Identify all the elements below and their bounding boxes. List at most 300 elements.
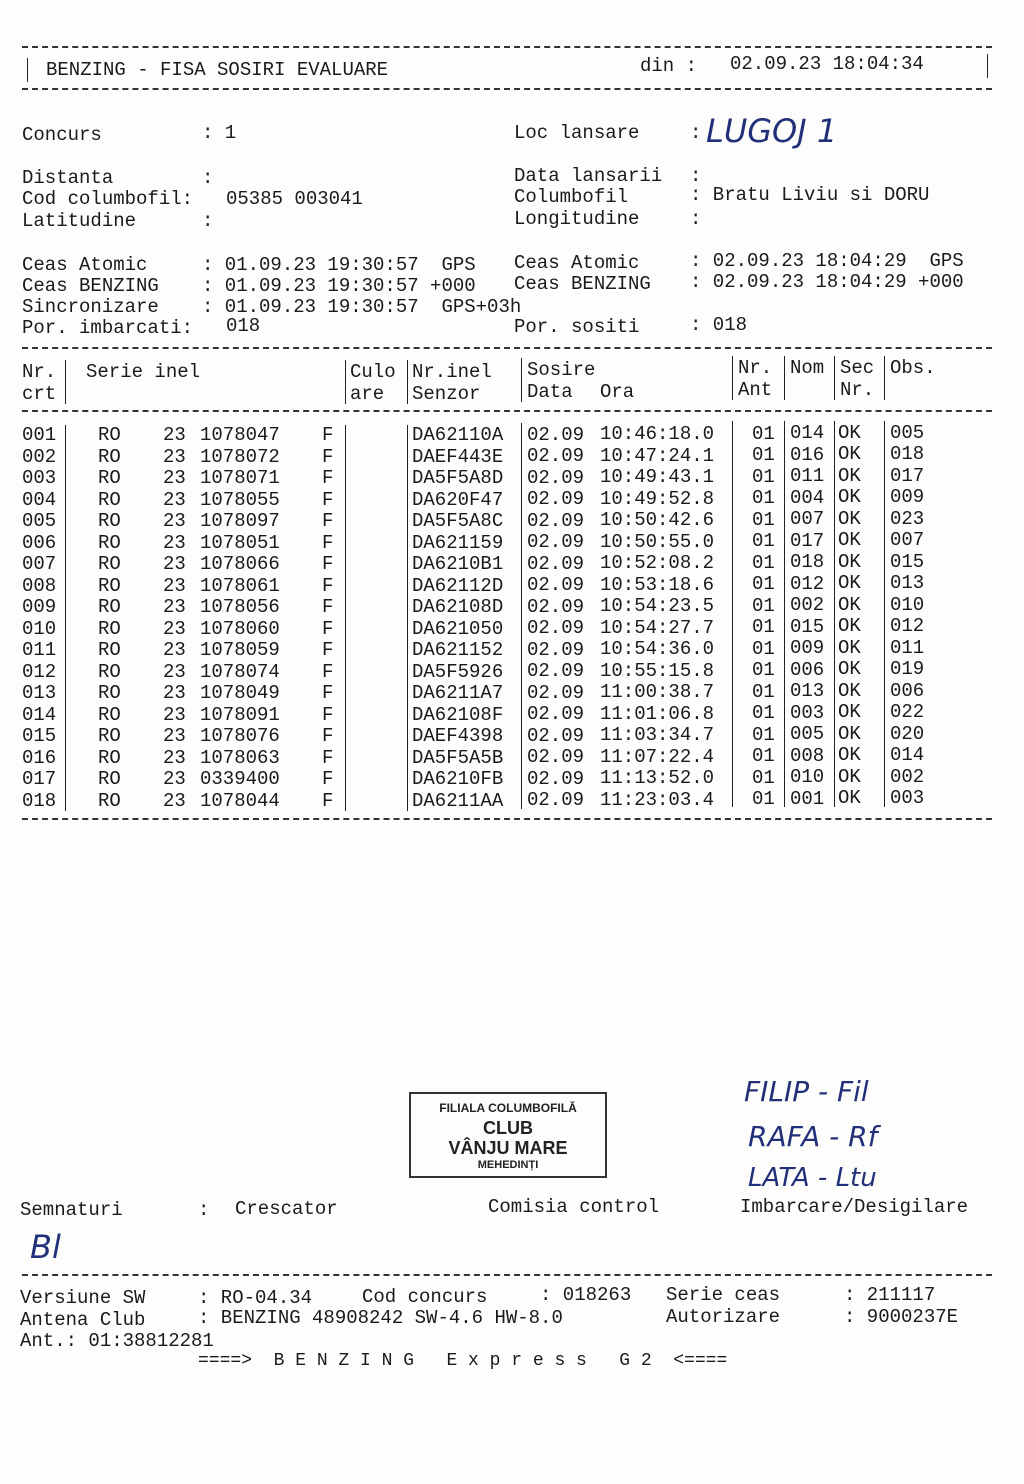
th-culo: Culo — [350, 361, 396, 383]
row-nom-cell: 006 — [790, 658, 825, 681]
row-sensor-cell: DA6211A7 — [412, 682, 504, 704]
th-sep-3 — [407, 360, 408, 404]
benzing-brand-line: ====> B E N Z I N G E x p r e s s G 2 <==== — [198, 1351, 728, 1371]
row-nom-cell: 012 — [790, 572, 825, 595]
table-row — [0, 529, 1024, 555]
th-sep-7 — [834, 356, 835, 400]
ceas-benzing-end-label: Ceas BENZING — [514, 273, 651, 295]
row-obs-cell: 023 — [890, 507, 925, 530]
table-row — [0, 486, 1024, 512]
row-sec-cell: OK — [838, 593, 861, 616]
table-row — [0, 572, 1024, 598]
row-sensor-cell: DA6210FB — [412, 768, 504, 790]
row-sec-cell: OK — [838, 765, 861, 788]
row-country-cell: RO — [98, 660, 121, 683]
th-sec-nr: Nr. — [840, 379, 875, 401]
row-arrival-time-cell: 10:46:18.0 — [600, 423, 715, 446]
loc-lansare-handwritten: LUGOJ 1 — [706, 112, 838, 150]
table-row — [0, 421, 1024, 447]
stamp-line-2: CLUB — [483, 1118, 533, 1138]
cod-columbofil-value: 05385 003041 — [226, 188, 363, 210]
header-bottom-rule — [22, 88, 992, 90]
row-obs-cell: 006 — [890, 679, 925, 702]
row-arrival-time-cell: 10:47:24.1 — [600, 444, 715, 467]
row-year-cell: 23 — [163, 639, 186, 661]
row-nom-cell: 015 — [790, 615, 825, 638]
row-sensor-cell: DA620F47 — [412, 488, 504, 511]
row-sex-cell: F — [322, 445, 334, 468]
row-obs-cell: 003 — [890, 787, 925, 810]
stamp-line-1: FILIALA COLUMBOFILĂ — [439, 1101, 577, 1115]
row-sec-cell: OK — [838, 529, 861, 552]
por-sositi-label: Por. sositi — [514, 316, 640, 338]
row-sec-cell: OK — [838, 722, 861, 745]
row-sex-cell: F — [322, 488, 334, 511]
th-data: Data — [527, 381, 573, 403]
th-ant: Ant — [738, 379, 773, 401]
th-ora: Ora — [600, 381, 635, 403]
row-ring-cell: 1078072 — [200, 445, 280, 468]
stamp-line-3: VÂNJU MARE — [448, 1138, 568, 1158]
table-row — [0, 593, 1024, 619]
row-country-cell: RO — [98, 424, 121, 446]
cod-concurs-label: Cod concurs — [362, 1286, 488, 1308]
columbofil-label: Columbofil — [514, 186, 629, 208]
row-year-cell: 23 — [163, 424, 186, 446]
row-arrival-date-cell: 02.09 — [527, 466, 585, 489]
row-country-cell: RO — [98, 510, 121, 532]
comisia-label: Comisia control — [488, 1196, 660, 1218]
th-culo-are: are — [350, 383, 385, 405]
row-nr-cell: 007 — [22, 553, 57, 575]
row-arrival-time-cell: 10:49:43.1 — [600, 466, 715, 489]
row-sensor-cell: DA62110A — [412, 424, 504, 446]
row-arrival-date-cell: 02.09 — [527, 509, 585, 532]
row-sensor-cell: DA621152 — [412, 639, 504, 661]
semnaturi-colon: : — [198, 1199, 210, 1221]
row-ring-cell: 1078044 — [200, 789, 280, 812]
latitudine-value: : — [202, 210, 214, 232]
row-arrival-date-cell: 02.09 — [527, 595, 585, 618]
row-arrival-date-cell: 02.09 — [527, 703, 585, 726]
row-sensor-cell: DA621159 — [412, 531, 504, 554]
handwritten-filip: FILIP - Fil — [744, 1075, 869, 1108]
row-sex-cell: F — [322, 596, 334, 618]
header-left-bar — [27, 58, 28, 82]
row-year-cell: 23 — [163, 531, 186, 554]
row-arrival-date-cell: 02.09 — [527, 746, 585, 769]
row-arrival-date-cell: 02.09 — [527, 445, 585, 468]
row-sex-cell: F — [322, 574, 334, 597]
row-ring-cell: 1078066 — [200, 553, 280, 575]
row-sensor-cell: DAEF443E — [412, 445, 504, 468]
row-year-cell: 23 — [163, 617, 186, 640]
antena-label: Antena Club — [20, 1309, 146, 1331]
row-antenna-cell: 01 — [752, 444, 775, 466]
row-nr-cell: 016 — [22, 746, 57, 769]
row-antenna-cell: 01 — [752, 702, 775, 724]
row-sec-cell: OK — [838, 744, 861, 767]
data-lansarii-value: : — [690, 165, 702, 187]
row-ring-cell: 1078056 — [200, 596, 280, 618]
table-row — [0, 701, 1024, 727]
row-antenna-cell: 01 — [752, 723, 775, 746]
row-year-cell: 23 — [163, 725, 186, 747]
row-country-cell: RO — [98, 445, 121, 468]
table-header-rule — [22, 410, 992, 412]
row-arrival-time-cell: 11:07:22.4 — [600, 745, 715, 768]
row-sec-cell: OK — [838, 464, 861, 487]
cod-columbofil-label: Cod columbofil: — [22, 188, 194, 210]
row-sex-cell: F — [322, 725, 334, 747]
row-country-cell: RO — [98, 789, 121, 812]
report-date-value: 02.09.23 18:04:34 — [730, 53, 924, 75]
row-ring-cell: 1078091 — [200, 703, 280, 726]
row-nom-cell: 013 — [790, 680, 825, 703]
cod-concurs-value: : 018263 — [540, 1284, 632, 1306]
row-country-cell: RO — [98, 574, 121, 597]
table-row — [0, 464, 1024, 490]
row-year-cell: 23 — [163, 467, 186, 489]
table-row — [0, 443, 1024, 469]
row-antenna-cell: 01 — [752, 508, 775, 531]
table-row — [0, 507, 1024, 533]
row-nom-cell: 001 — [790, 787, 825, 810]
row-sensor-cell: DA5F5A8C — [412, 510, 504, 532]
row-arrival-date-cell: 02.09 — [527, 531, 585, 554]
row-sensor-cell: DAEF4398 — [412, 725, 504, 747]
table-bottom-rule — [22, 818, 992, 820]
row-sex-cell: F — [322, 617, 334, 640]
row-sensor-cell: DA5F5926 — [412, 660, 504, 683]
th-nr: Nr. — [22, 361, 57, 383]
row-obs-cell: 007 — [890, 529, 925, 552]
ceas-benzing-start-value: : 01.09.23 19:30:57 +000 — [202, 275, 476, 297]
row-sensor-cell: DA621050 — [412, 617, 504, 640]
row-ring-cell: 1078097 — [200, 510, 280, 532]
row-arrival-date-cell: 02.09 — [527, 660, 585, 683]
ceas-atomic-start-value: : 01.09.23 19:30:57 GPS — [202, 254, 476, 276]
row-country-cell: RO — [98, 467, 121, 489]
row-nr-cell: 008 — [22, 574, 57, 597]
row-nom-cell: 011 — [790, 465, 825, 488]
th-crt: crt — [22, 383, 57, 405]
row-ring-cell: 1078055 — [200, 488, 280, 511]
row-sex-cell: F — [322, 746, 334, 769]
row-ring-cell: 1078061 — [200, 574, 280, 597]
row-sec-cell: OK — [838, 636, 861, 659]
row-antenna-cell: 01 — [752, 680, 775, 703]
longitudine-value: : — [690, 208, 702, 230]
row-arrival-date-cell: 02.09 — [527, 488, 585, 511]
row-year-cell: 23 — [163, 553, 186, 575]
row-nr-cell: 010 — [22, 617, 57, 640]
row-antenna-cell: 01 — [752, 422, 775, 445]
header-right-bar — [987, 54, 988, 78]
row-arrival-time-cell: 10:50:55.0 — [600, 530, 715, 553]
row-ring-cell: 0339400 — [200, 768, 280, 790]
row-sex-cell: F — [322, 660, 334, 683]
row-nom-cell: 002 — [790, 594, 825, 617]
table-row — [0, 765, 1024, 791]
row-sec-cell: OK — [838, 679, 861, 702]
row-country-cell: RO — [98, 596, 121, 618]
row-sex-cell: F — [322, 768, 334, 790]
row-nom-cell: 018 — [790, 551, 825, 574]
row-nr-cell: 001 — [22, 424, 57, 446]
row-country-cell: RO — [98, 639, 121, 661]
antena-id: Ant.: 01:38812281 — [20, 1330, 214, 1352]
por-imbarcati-label: Por. imbarcati: — [22, 317, 194, 339]
loc-lansare-label: Loc lansare — [514, 122, 640, 144]
semnaturi-label: Semnaturi — [20, 1199, 123, 1221]
table-row — [0, 787, 1024, 813]
th-sosire: Sosire — [527, 359, 596, 381]
row-year-cell: 23 — [163, 768, 186, 790]
row-obs-cell: 014 — [890, 744, 925, 767]
table-row — [0, 679, 1024, 705]
th-sep-5 — [732, 356, 733, 400]
row-nr-cell: 005 — [22, 510, 57, 532]
latitudine-label: Latitudine — [22, 210, 137, 232]
row-obs-cell: 017 — [890, 464, 925, 487]
row-nr-cell: 002 — [22, 445, 57, 468]
table-row — [0, 550, 1024, 576]
handwritten-rafa: RAFA - Rf — [748, 1120, 878, 1153]
ceas-benzing-start-label: Ceas BENZING — [22, 275, 159, 297]
row-year-cell: 23 — [163, 574, 186, 597]
row-ring-cell: 1078074 — [200, 660, 280, 683]
row-obs-cell: 019 — [890, 658, 925, 681]
row-country-cell: RO — [98, 682, 121, 704]
top-dashed-rule — [22, 46, 992, 48]
row-sec-cell: OK — [838, 507, 861, 530]
data-lansarii-label: Data lansarii — [514, 165, 663, 187]
row-arrival-time-cell: 11:00:38.7 — [600, 681, 715, 704]
row-arrival-date-cell: 02.09 — [527, 552, 585, 575]
autorizare-label: Autorizare — [666, 1306, 781, 1328]
row-obs-cell: 009 — [890, 486, 925, 509]
row-sex-cell: F — [322, 703, 334, 726]
row-arrival-date-cell: 02.09 — [527, 767, 585, 790]
th-sep-6 — [784, 356, 785, 400]
row-antenna-cell: 01 — [752, 637, 775, 660]
row-antenna-cell: 01 — [752, 788, 775, 810]
footer-top-rule — [22, 1274, 992, 1276]
ceas-atomic-end-value: : 02.09.23 18:04:29 GPS — [690, 250, 964, 272]
row-ring-cell: 1078076 — [200, 725, 280, 747]
th-nom: Nom — [790, 357, 825, 379]
club-stamp — [409, 1092, 607, 1178]
autorizare-value: : 9000237E — [844, 1306, 959, 1328]
row-nom-cell: 016 — [790, 443, 825, 466]
row-obs-cell: 005 — [890, 421, 925, 444]
row-obs-cell: 002 — [890, 765, 925, 788]
row-arrival-time-cell: 10:54:23.5 — [600, 595, 715, 618]
row-nom-cell: 003 — [790, 701, 825, 724]
row-sex-cell: F — [322, 467, 334, 489]
por-sositi-value: : 018 — [690, 314, 748, 336]
ceas-atomic-start-label: Ceas Atomic — [22, 254, 148, 276]
table-row — [0, 722, 1024, 748]
stamp-line-4: MEHEDINȚI — [477, 1159, 539, 1171]
row-arrival-time-cell: 10:54:27.7 — [600, 616, 715, 639]
row-ring-cell: 1078059 — [200, 639, 280, 661]
row-antenna-cell: 01 — [752, 616, 775, 638]
row-year-cell: 23 — [163, 682, 186, 704]
row-arrival-time-cell: 10:55:15.8 — [600, 659, 715, 682]
row-sec-cell: OK — [838, 550, 861, 573]
row-ring-cell: 1078060 — [200, 617, 280, 640]
row-antenna-cell: 01 — [752, 594, 775, 617]
crescator-label: Crescator — [235, 1198, 338, 1220]
row-sec-cell: OK — [838, 658, 861, 681]
row-ring-cell: 1078051 — [200, 531, 280, 554]
row-country-cell: RO — [98, 703, 121, 726]
row-sensor-cell: DA5F5A8D — [412, 467, 504, 489]
row-arrival-date-cell: 02.09 — [527, 638, 585, 661]
row-arrival-date-cell: 02.09 — [527, 789, 585, 812]
antena-value: : BENZING 48908242 SW-4.6 HW-8.0 — [198, 1307, 563, 1329]
th-sec: Sec — [840, 357, 875, 379]
row-arrival-time-cell: 11:23:03.4 — [600, 788, 715, 811]
longitudine-label: Longitudine — [514, 208, 640, 230]
row-nr-cell: 006 — [22, 531, 57, 554]
row-nr-cell: 003 — [22, 467, 57, 489]
row-sex-cell: F — [322, 553, 334, 575]
row-sex-cell: F — [322, 424, 334, 446]
row-sex-cell: F — [322, 510, 334, 532]
row-sensor-cell: DA6210B1 — [412, 553, 504, 575]
row-antenna-cell: 01 — [752, 745, 775, 767]
versiune-label: Versiune SW — [20, 1287, 146, 1309]
ceas-benzing-end-value: : 02.09.23 18:04:29 +000 — [690, 271, 964, 293]
por-imbarcati-value: 018 — [226, 315, 261, 337]
table-top-rule — [22, 347, 992, 349]
row-sex-cell: F — [322, 789, 334, 812]
row-sec-cell: OK — [838, 701, 861, 724]
serie-ceas-label: Serie ceas — [666, 1284, 781, 1306]
row-arrival-time-cell: 10:52:08.2 — [600, 552, 715, 575]
row-arrival-time-cell: 10:50:42.6 — [600, 509, 715, 532]
row-sensor-cell: DA6211AA — [412, 789, 504, 812]
row-antenna-cell: 01 — [752, 551, 775, 574]
row-year-cell: 23 — [163, 746, 186, 769]
row-arrival-time-cell: 11:01:06.8 — [600, 702, 715, 725]
row-nom-cell: 005 — [790, 723, 825, 746]
row-arrival-date-cell: 02.09 — [527, 724, 585, 747]
th-obs: Obs. — [890, 357, 936, 379]
handwritten-lata: LATA - Ltu — [748, 1163, 877, 1193]
row-year-cell: 23 — [163, 789, 186, 812]
row-country-cell: RO — [98, 488, 121, 511]
row-sensor-cell: DA5F5A5B — [412, 746, 504, 769]
imbarcare-label: Imbarcare/Desigilare — [740, 1196, 969, 1218]
concurs-label: Concurs — [22, 124, 102, 146]
row-nr-cell: 013 — [22, 682, 57, 704]
row-ring-cell: 1078047 — [200, 424, 280, 446]
ceas-atomic-end-label: Ceas Atomic — [514, 252, 640, 274]
distanta-label: Distanta — [22, 167, 114, 189]
row-country-cell: RO — [98, 768, 121, 790]
row-arrival-date-cell: 02.09 — [527, 423, 585, 446]
row-nr-cell: 014 — [22, 703, 57, 726]
row-country-cell: RO — [98, 725, 121, 747]
row-sec-cell: OK — [838, 787, 861, 810]
table-row — [0, 636, 1024, 662]
row-sex-cell: F — [322, 682, 334, 704]
row-ring-cell: 1078071 — [200, 467, 280, 489]
row-nom-cell: 010 — [790, 766, 825, 789]
table-row — [0, 744, 1024, 770]
row-sec-cell: OK — [838, 615, 861, 638]
row-sec-cell: OK — [838, 421, 861, 444]
row-obs-cell: 022 — [890, 701, 925, 724]
report-date-label: din : — [640, 55, 698, 77]
row-arrival-time-cell: 10:49:52.8 — [600, 487, 715, 510]
row-sensor-cell: DA62108D — [412, 596, 504, 618]
table-row — [0, 658, 1024, 684]
row-sec-cell: OK — [838, 443, 861, 466]
row-antenna-cell: 01 — [752, 487, 775, 509]
th-nr-ant: Nr. — [738, 357, 773, 379]
row-country-cell: RO — [98, 617, 121, 640]
row-sensor-cell: DA62112D — [412, 574, 504, 597]
row-sensor-cell: DA62108F — [412, 703, 504, 726]
row-obs-cell: 010 — [890, 593, 925, 616]
row-nom-cell: 008 — [790, 744, 825, 767]
row-obs-cell: 015 — [890, 550, 925, 573]
row-year-cell: 23 — [163, 445, 186, 468]
serie-ceas-value: : 211117 — [844, 1284, 936, 1306]
row-nr-cell: 009 — [22, 596, 57, 618]
th-sep-8 — [884, 356, 885, 400]
row-country-cell: RO — [98, 531, 121, 554]
row-nr-cell: 012 — [22, 660, 57, 683]
row-country-cell: RO — [98, 553, 121, 575]
row-country-cell: RO — [98, 746, 121, 769]
row-antenna-cell: 01 — [752, 659, 775, 681]
row-year-cell: 23 — [163, 596, 186, 618]
distanta-value: : — [202, 167, 214, 189]
row-obs-cell: 012 — [890, 615, 925, 638]
row-arrival-time-cell: 10:53:18.6 — [600, 573, 715, 596]
row-nr-cell: 011 — [22, 639, 57, 661]
report-title: BENZING - FISA SOSIRI EVALUARE — [46, 59, 389, 81]
row-nom-cell: 009 — [790, 637, 825, 660]
row-sec-cell: OK — [838, 572, 861, 595]
row-sec-cell: OK — [838, 486, 861, 509]
row-nr-cell: 015 — [22, 725, 57, 747]
row-arrival-date-cell: 02.09 — [527, 681, 585, 704]
row-nom-cell: 014 — [790, 422, 825, 445]
sincronizare-label: Sincronizare — [22, 296, 159, 318]
row-nom-cell: 007 — [790, 508, 825, 531]
row-nom-cell: 004 — [790, 486, 825, 509]
row-nr-cell: 004 — [22, 488, 57, 511]
table-row — [0, 615, 1024, 641]
row-ring-cell: 1078049 — [200, 682, 280, 704]
row-arrival-date-cell: 02.09 — [527, 617, 585, 640]
row-arrival-time-cell: 11:03:34.7 — [600, 724, 715, 747]
loc-lansare-colon: : — [690, 122, 702, 144]
row-nr-cell: 018 — [22, 789, 57, 812]
row-obs-cell: 020 — [890, 722, 925, 745]
row-antenna-cell: 01 — [752, 530, 775, 552]
th-senzor: Senzor — [412, 383, 481, 405]
row-nom-cell: 017 — [790, 529, 825, 552]
row-arrival-time-cell: 11:13:52.0 — [600, 767, 715, 790]
